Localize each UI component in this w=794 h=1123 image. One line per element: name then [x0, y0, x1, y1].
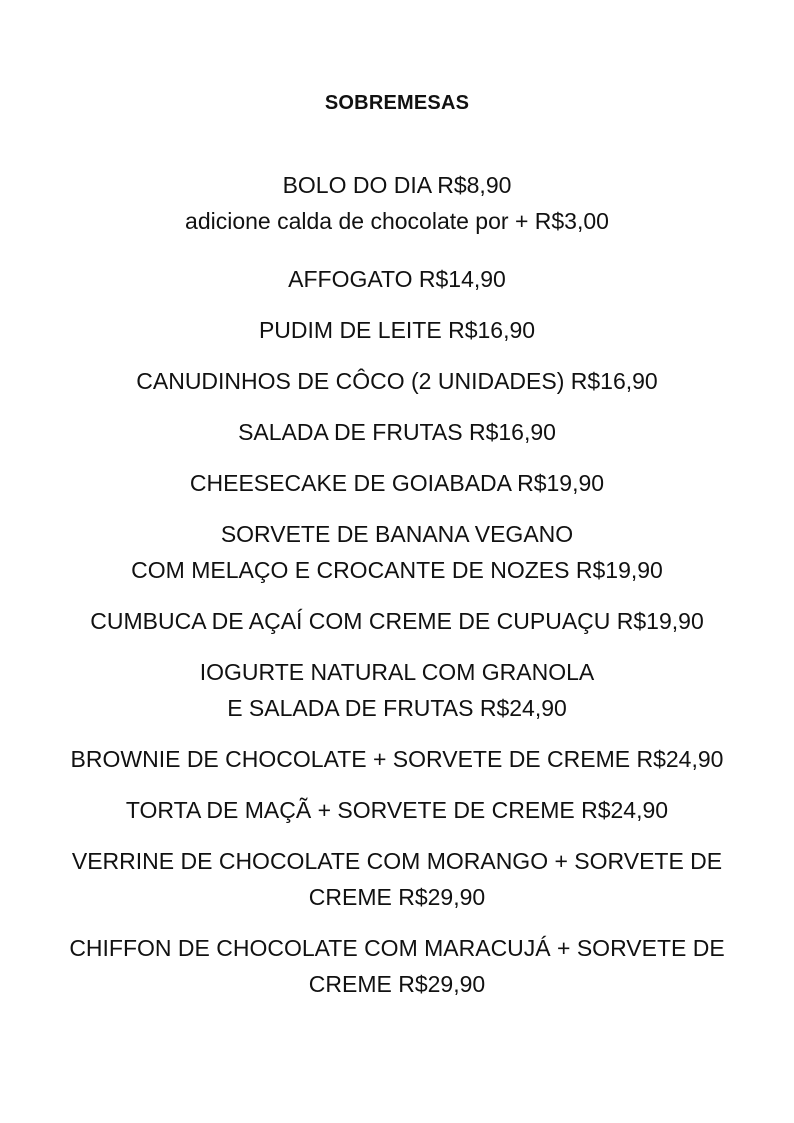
menu-title: SOBREMESAS: [324, 92, 470, 114]
menu-item-canudinhos: [40, 363, 754, 399]
menu-item-iogurte: [40, 654, 754, 726]
menu-item-cheesecake: [40, 465, 754, 501]
menu-item-pudim: [40, 312, 754, 348]
menu-item-name: CHIFFON DE CHOCOLATE COM MARACUJÁ + SORVETE DE: [69, 935, 725, 961]
menu-item-addon: adicione calda de chocolate por + R$3,00: [185, 208, 609, 234]
menu-item-affogato: [40, 261, 754, 297]
menu-item-name-cont: E SALADA DE FRUTAS R$24,90: [227, 695, 567, 721]
menu-item-name: IOGURTE NATURAL COM GRANOLA: [199, 659, 595, 685]
menu-item-brownie: [40, 741, 754, 777]
menu-item-verrine: [40, 843, 754, 915]
menu-item-torta-maca: [40, 792, 754, 828]
menu-item-name: CHEESECAKE DE GOIABADA R$19,90: [189, 470, 605, 496]
menu-item-name: SORVETE DE BANANA VEGANO: [220, 521, 574, 547]
menu-item-name-cont: CREME R$29,90: [308, 971, 486, 997]
menu-item-salada-de-frutas: [40, 414, 754, 450]
menu-item-bolo-do-dia: [40, 167, 754, 239]
menu-item-name: SALADA DE FRUTAS R$16,90: [238, 419, 556, 445]
menu-item-cumbuca-acai: [40, 603, 754, 639]
menu-item-name: PUDIM DE LEITE R$16,90: [258, 317, 536, 343]
menu-item-name: TORTA DE MAÇÃ + SORVETE DE CREME R$24,90: [125, 797, 669, 823]
menu-item-name: AFFOGATO R$14,90: [288, 266, 506, 292]
menu-item-sorvete-vegano: [40, 516, 754, 588]
menu-item-name: BROWNIE DE CHOCOLATE + SORVETE DE CREME R$24,90: [70, 746, 724, 772]
menu-item-name: BOLO DO DIA R$8,90: [282, 172, 512, 198]
menu-item-name-cont: CREME R$29,90: [308, 884, 486, 910]
menu-item-name: CANUDINHOS DE CÔCO (2 UNIDADES) R$16,90: [136, 368, 658, 394]
menu-item-name: CUMBUCA DE AÇAÍ COM CREME DE CUPUAÇU R$19,90: [90, 608, 704, 634]
menu-item-name: VERRINE DE CHOCOLATE COM MORANGO + SORVETE DE: [71, 848, 723, 874]
dessert-list: [40, 167, 754, 1017]
menu-item-chiffon: [40, 930, 754, 1002]
menu-item-name-cont: COM MELAÇO E CROCANTE DE NOZES R$19,90: [131, 557, 663, 583]
